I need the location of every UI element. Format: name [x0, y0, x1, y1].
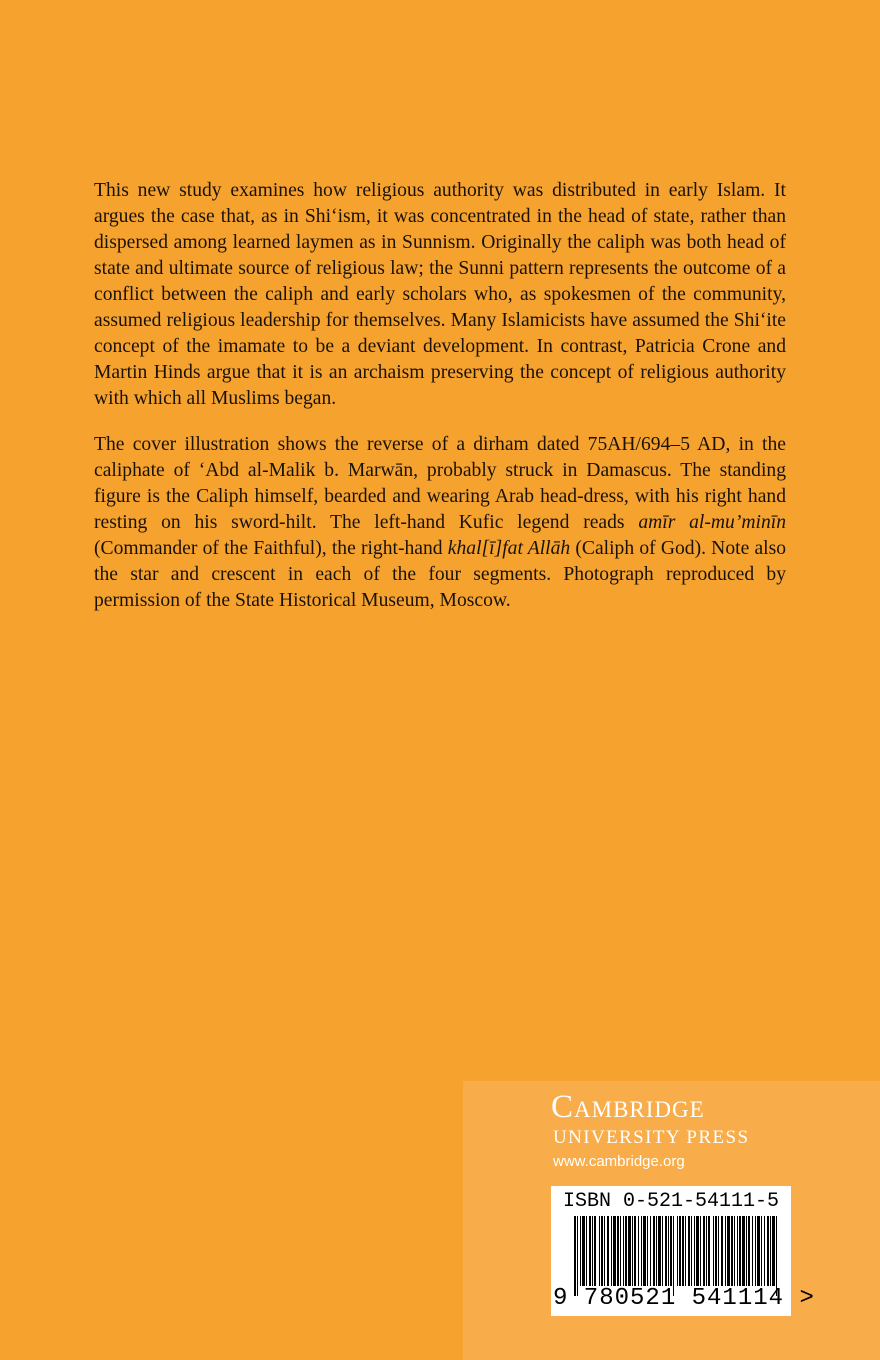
barcode-bar: [589, 1216, 591, 1286]
publisher-name: Cambridge: [551, 1089, 705, 1125]
publisher-subname: UNIVERSITY PRESS: [553, 1127, 750, 1148]
barcode-bar: [670, 1216, 672, 1286]
barcode-bar: [746, 1216, 747, 1286]
barcode-bar: [677, 1216, 678, 1286]
barcode-bar: [752, 1216, 753, 1286]
barcode-bar: [761, 1216, 762, 1286]
barcode-bar: [632, 1216, 633, 1286]
barcode-bar: [673, 1216, 674, 1296]
barcode-bar: [647, 1216, 648, 1286]
barcode-bar: [653, 1216, 655, 1286]
barcode-bar: [748, 1216, 750, 1286]
barcode-bar: [617, 1216, 619, 1286]
barcode-bar: [620, 1216, 621, 1286]
barcode-bar: [682, 1216, 684, 1286]
barcode-bar: [604, 1216, 605, 1286]
barcode-bar: [770, 1216, 771, 1286]
barcode-bar: [665, 1216, 667, 1286]
barcode-bar: [592, 1216, 593, 1286]
blurb-italic-term: amīr al-mu’minīn: [638, 512, 786, 533]
isbn-number: ISBN 0-521-54111-5: [563, 1190, 780, 1213]
barcode-bar: [613, 1216, 616, 1286]
barcode-bar: [668, 1216, 669, 1286]
barcode-bar: [715, 1216, 717, 1286]
barcode-bar: [580, 1216, 581, 1286]
barcode-bar: [734, 1216, 735, 1286]
barcode-bar: [599, 1216, 600, 1286]
barcode-bar: [641, 1216, 642, 1286]
barcode-bar: [694, 1216, 695, 1286]
barcode-bar: [706, 1216, 707, 1286]
barcode-bar: [731, 1216, 733, 1286]
barcode-bar: [594, 1216, 596, 1286]
blurb-text: The cover illustration shows the reverse of a dirham dated 75AH/694–5 AD, in the caliphate of ‘Abd al-Malik b. Marwān, probably struck in Damascus. The standing figure is the Caliph himself, bearded and wearing Arab head-dress, with his right hand resting on his sword-hilt. The left-hand Kufic legend reads: [94, 434, 786, 533]
barcode-bar: [658, 1216, 661, 1286]
barcode-bar: [772, 1216, 775, 1286]
barcode-bar: [721, 1216, 723, 1286]
barcode-bar: [574, 1216, 576, 1296]
barcode-bar: [755, 1216, 756, 1286]
barcode-bar: [586, 1216, 587, 1286]
barcode-bar: [767, 1216, 769, 1286]
barcode-bar: [776, 1216, 777, 1296]
barcode-bar: [656, 1216, 657, 1286]
barcode-bar: [688, 1216, 690, 1286]
barcode-bar: [696, 1216, 699, 1286]
barcode-bar: [577, 1216, 578, 1296]
barcode-bar: [679, 1216, 681, 1286]
barcode-bar: [739, 1216, 741, 1286]
barcode-bar: [691, 1216, 692, 1286]
barcode-bar: [718, 1216, 719, 1286]
ean-number: 9 780521 541114 >: [553, 1285, 815, 1312]
barcode-bar: [725, 1216, 726, 1286]
barcode-bar: [742, 1216, 745, 1286]
barcode-bar: [650, 1216, 651, 1286]
barcode-bar: [634, 1216, 636, 1286]
barcode-bar: [737, 1216, 738, 1286]
blurb-paragraph-1: This new study examines how religious authority was distributed in early Islam. It argues the case that, as in Shi‘ism, it was concentrated in the head of state, rather than dispersed among learned laymen as in Sunnism. Originally the caliph was both head of state and ultimate source of religious law; the Sunni pattern represents the outcome of a conflict between the caliph and early scholars who, as spokesmen of the community, assumed religious leadership for themselves. Many Islamicists have assumed the Shi‘ite concept of the imamate to be a deviant development. In contrast, Patricia Crone and Martin Hinds argue that it is an archaism preserving the concept of religious authority with which all Muslims began.: [94, 180, 786, 409]
barcode-bar: [643, 1216, 646, 1286]
barcode-bar: [662, 1216, 663, 1286]
barcode-bar: [611, 1216, 612, 1286]
blurb-text: (Caliph of God). Note also the star and crescent in each of the four segments. Photograph reproduced by permission of the State Historical Museum, Moscow.: [94, 538, 787, 611]
barcode-bar: [703, 1216, 705, 1286]
barcode-bar: [582, 1216, 585, 1286]
barcode-bar: [708, 1216, 710, 1286]
barcode-bar: [601, 1216, 603, 1286]
barcode-bar: [638, 1216, 639, 1286]
blurb-italic-term: khal[ī]fat Allāh: [447, 538, 571, 559]
barcode-bar: [700, 1216, 701, 1286]
barcode-bar: [623, 1216, 624, 1286]
barcode-bar: [625, 1216, 627, 1286]
barcode-bar: [727, 1216, 730, 1286]
blurb-text: (Commander of the Faithful), the right-hand: [94, 538, 448, 559]
barcode-bar: [757, 1216, 760, 1286]
barcode-bar: [713, 1216, 714, 1286]
barcode-bar: [628, 1216, 631, 1286]
barcode-bar: [607, 1216, 609, 1286]
barcode-bar: [764, 1216, 765, 1286]
publisher-url[interactable]: www.cambridge.org: [553, 1153, 685, 1170]
barcode-bar: [685, 1216, 686, 1286]
